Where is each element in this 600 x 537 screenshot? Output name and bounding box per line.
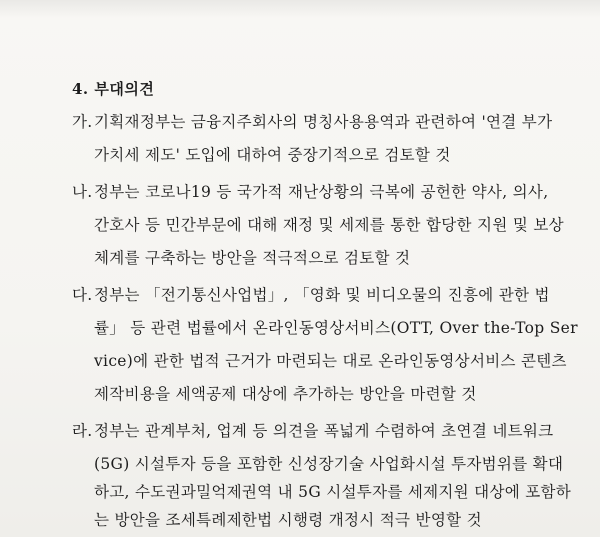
item-text-line: 제작비용을 세액공제 대상에 추가하는 방안을 마련할 것 (94, 385, 477, 403)
list-item-na (72, 180, 548, 202)
list-item-ra (72, 419, 553, 441)
item-text-line: 률」 등 관련 법률에서 온라인동영상서비스(OTT, Over the-Top Ser (94, 319, 578, 337)
item-marker: 라. (72, 422, 93, 440)
item-text-line: 가치세 제도' 도입에 대하여 중장기적으로 검토할 것 (94, 146, 451, 164)
list-item-da (72, 283, 550, 305)
item-text-line: vice)에 관한 법적 근거가 마련되는 대로 온라인동영상서비스 콘텐츠 (94, 352, 567, 370)
item-text-line: 체계를 구축하는 방안을 적극적으로 검토할 것 (94, 249, 411, 267)
item-text-line: 는 방안을 조세특례제한법 시행령 개정시 적극 반영할 것 (94, 511, 482, 529)
item-text-line: 정부는 코로나19 등 국가적 재난상황의 극복에 공헌한 약사, 의사, (94, 183, 549, 201)
item-text-line: 하고, 수도권과밀억제권역 내 5G 시설투자를 세제지원 대상에 포함하 (94, 483, 572, 501)
item-text-line: (5G) 시설투자 등을 포함한 신성장기술 사업화시설 투자범위를 확대 (94, 455, 564, 473)
item-marker: 나. (72, 183, 93, 201)
list-item-ga (72, 110, 552, 132)
item-text-line: 정부는 관계부처, 업계 등 의견을 폭넓게 수렴하여 초연결 네트워크 (94, 422, 554, 440)
item-text-line: 간호사 등 민간부문에 대해 재정 및 세제를 통한 합당한 지원 및 보상 (94, 216, 564, 234)
section-title: 4. 부대의견 (72, 80, 155, 98)
item-marker: 다. (72, 286, 93, 304)
page-edge-shadow (0, 0, 600, 18)
item-text-line: 기획재정부는 금융지주회사의 명칭사용용역과 관련하여 '연결 부가 (94, 113, 553, 131)
item-marker: 가. (72, 113, 93, 131)
item-text-line: 정부는 「전기통신사업법」, 「영화 및 비디오물의 진흥에 관한 법 (94, 286, 550, 304)
